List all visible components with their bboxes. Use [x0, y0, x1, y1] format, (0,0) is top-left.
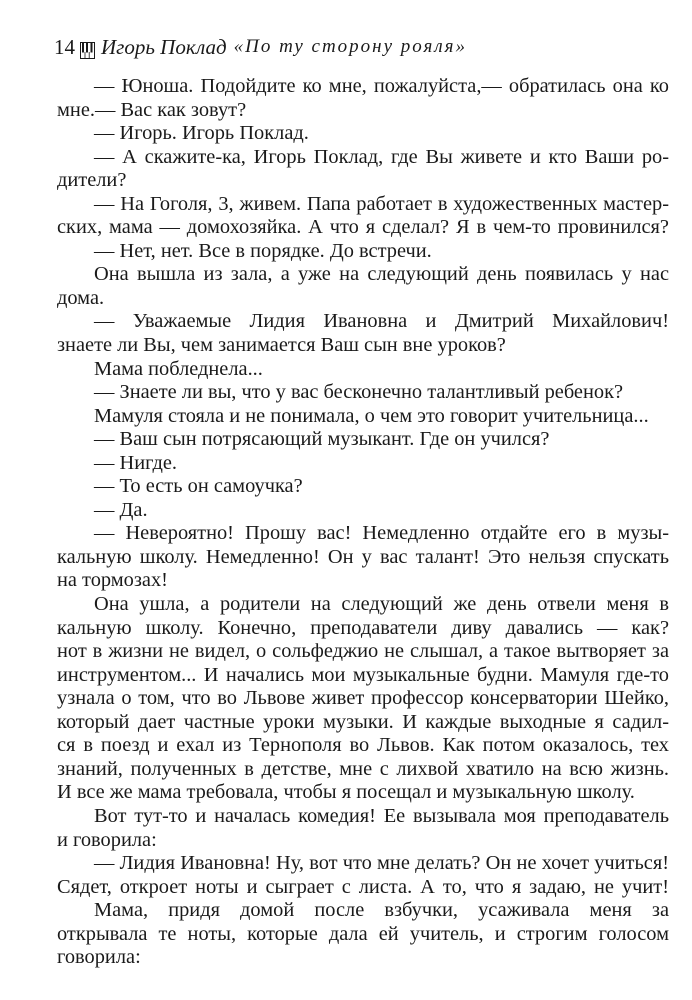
text-line: ских, мама — домохозяйка. А что я сделал? Я в чем-то провинился?	[57, 216, 669, 239]
text-line: знаний, полученных в детстве, мне с лихвой хватило на всю жизнь.	[57, 757, 669, 780]
text-line: Сядет, откроет ноты и сыграет с листа. А то, что я задаю, не учит!	[57, 875, 669, 898]
text-line: — Ваш сын потрясающий музыкант. Где он учился?	[94, 428, 550, 451]
text-line: — То есть он самоучка?	[94, 475, 303, 498]
text-line: открывала те ноты, которые дала ей учитель, и строгим голосом	[57, 922, 669, 945]
running-author: Игорь Поклад	[101, 34, 227, 59]
running-title: «По ту сторону рояля»	[233, 36, 467, 57]
text-line: Вот тут-то и началась комедия! Ее вызывала моя преподаватель	[94, 804, 669, 827]
text-line: знаете ли Вы, чем занимается Ваш сын вне уроков?	[57, 334, 506, 357]
text-line: — Игорь. Игорь Поклад.	[94, 122, 309, 145]
text-line: — Невероятно! Прошу вас! Немедленно отдайте его в музы-	[94, 522, 669, 545]
text-line: узнала о том, что во Львове живет профессор консерватории Шейко,	[57, 687, 669, 710]
text-line: Мамуля стояла и не понимала, о чем это говорит учительница...	[94, 404, 649, 427]
text-line: мне.— Вас как зовут?	[57, 98, 247, 121]
text-line: кальную школу. Немедленно! Он у вас талант! Это нельзя спускать	[57, 545, 669, 568]
text-line: — Юноша. Подойдите ко мне, пожалуйста,— обратилась она ко	[94, 75, 669, 97]
text-line: — Нет, нет. Все в порядке. До встречи.	[94, 239, 432, 262]
body-text	[57, 75, 669, 970]
text-line: ся в поезд и ехал из Тернополя во Львов. Как потом оказалось, тех	[57, 734, 669, 757]
text-line: Мама побледнела...	[94, 357, 263, 380]
text-line: — Уважаемые Лидия Ивановна и Дмитрий Михайлович!	[94, 310, 669, 333]
text-line: — Лидия Ивановна! Ну, вот что мне делать? Он не хочет учиться!	[94, 852, 669, 875]
running-header	[54, 34, 467, 60]
text-line: на тормозах!	[57, 569, 168, 592]
text-line: нот в жизни не видел, о сольфеджио не слышал, а такое вытворяет за	[57, 640, 669, 663]
text-line: Она вышла из зала, а уже на следующий день появилась у нас	[94, 263, 669, 286]
text-line: И все же мама требовала, чтобы я посещал и музыкальную школу.	[57, 781, 635, 804]
text-line: Мама, придя домой после взбучки, усаживала меня за	[94, 899, 669, 922]
text-line: который дает частные уроки музыки. И каждые выходные я садил-	[57, 710, 669, 733]
text-line: — Знаете ли вы, что у вас бесконечно талантливый ребенок?	[94, 381, 624, 404]
text-line: — Нигде.	[94, 451, 177, 474]
text-line: Она ушла, а родители на следующий же день отвели меня в	[94, 593, 669, 616]
text-line: дома.	[57, 286, 105, 309]
page-number: 14	[54, 34, 75, 59]
text-line: и говорила:	[57, 828, 157, 851]
text-line: — На Гоголя, 3, живем. Папа работает в художественных мастер-	[94, 192, 669, 215]
text-line: говорила:	[57, 946, 141, 969]
text-line: — А скажите-ка, Игорь Поклад, где Вы живете и кто Ваши ро-	[94, 145, 669, 168]
text-line: — Да.	[94, 498, 148, 521]
text-line: кальную школу. Конечно, преподаватели диву давались — как?	[57, 616, 669, 639]
text-line: дители?	[57, 169, 127, 192]
piano-keys-icon	[80, 40, 95, 57]
text-line: инструментом... И начались мои музыкальные будни. Мамуля где-то	[57, 663, 669, 686]
